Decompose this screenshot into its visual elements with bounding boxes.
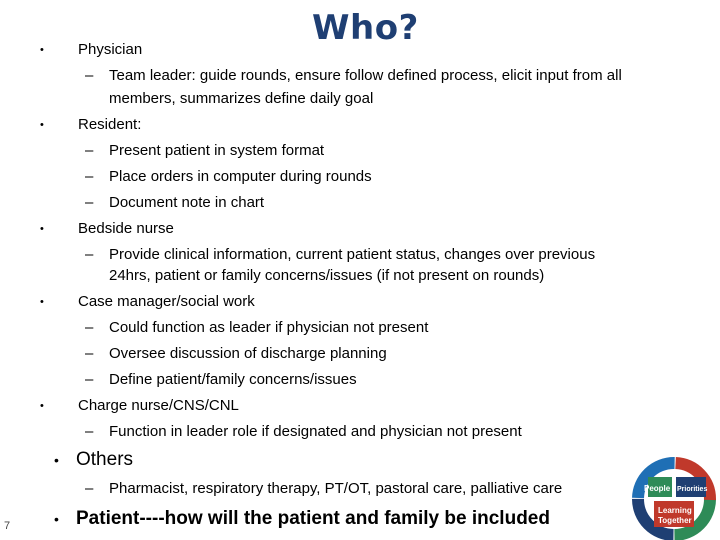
- sub-item: – Present patient in system format: [85, 142, 325, 159]
- dash-icon: –: [85, 480, 94, 497]
- logo-word-1: People: [644, 484, 671, 493]
- item-charge-nurse: Charge nurse/CNS/CNL: [78, 397, 239, 414]
- item-patient: Patient----how will the patient and family be included: [76, 508, 550, 529]
- logo-word-4: Together: [658, 516, 692, 525]
- dash-icon: –: [85, 319, 94, 336]
- sub-item: – Could function as leader if physician not present: [85, 319, 429, 336]
- dash-icon: –: [85, 168, 94, 185]
- dash-icon: –: [85, 246, 94, 263]
- dash-icon: –: [85, 194, 94, 211]
- sub-item: – Provide clinical information, current patient status, changes over previous: [85, 246, 596, 263]
- logo-word-2: Priorities: [677, 486, 708, 493]
- item-others: Others: [76, 449, 134, 470]
- bullet-icon: •: [40, 400, 44, 412]
- slide-number: 7: [4, 520, 11, 532]
- bullet-icon: •: [54, 511, 59, 527]
- sub-item: – Oversee discussion of discharge planning: [85, 345, 387, 362]
- dash-icon: –: [85, 371, 94, 388]
- item-case-manager: Case manager/social work: [78, 293, 255, 310]
- sub-item-continuation: members, summarizes define daily goal: [109, 90, 374, 107]
- sub-item: – Define patient/family concerns/issues: [85, 371, 357, 388]
- bullet-icon: •: [40, 296, 44, 308]
- bullet-icon: •: [54, 452, 59, 468]
- logo-word-3: Learning: [658, 506, 692, 515]
- bullet-icon: •: [40, 223, 44, 235]
- sub-item-continuation: 24hrs, patient or family concerns/issues (if not present on rounds): [109, 267, 545, 284]
- slide-title: Who?: [312, 8, 419, 48]
- item-resident: Resident:: [78, 116, 142, 133]
- bullet-icon: •: [40, 44, 44, 56]
- bullet-icon: •: [40, 119, 44, 131]
- sub-item: – Pharmacist, respiratory therapy, PT/OT, pastoral care, palliative care: [85, 480, 563, 497]
- sub-item: – Team leader: guide rounds, ensure follow defined process, elicit input from all: [85, 67, 622, 84]
- logo-icon: [630, 455, 718, 540]
- sub-item: – Function in leader role if designated and physician not present: [85, 423, 522, 440]
- dash-icon: –: [85, 345, 94, 362]
- sub-item: – Place orders in computer during rounds: [85, 168, 372, 185]
- dash-icon: –: [85, 67, 94, 84]
- sub-item: – Document note in chart: [85, 194, 265, 211]
- item-physician: Physician: [78, 41, 143, 58]
- item-bedside-nurse: Bedside nurse: [78, 220, 174, 237]
- dash-icon: –: [85, 423, 94, 440]
- dash-icon: –: [85, 142, 94, 159]
